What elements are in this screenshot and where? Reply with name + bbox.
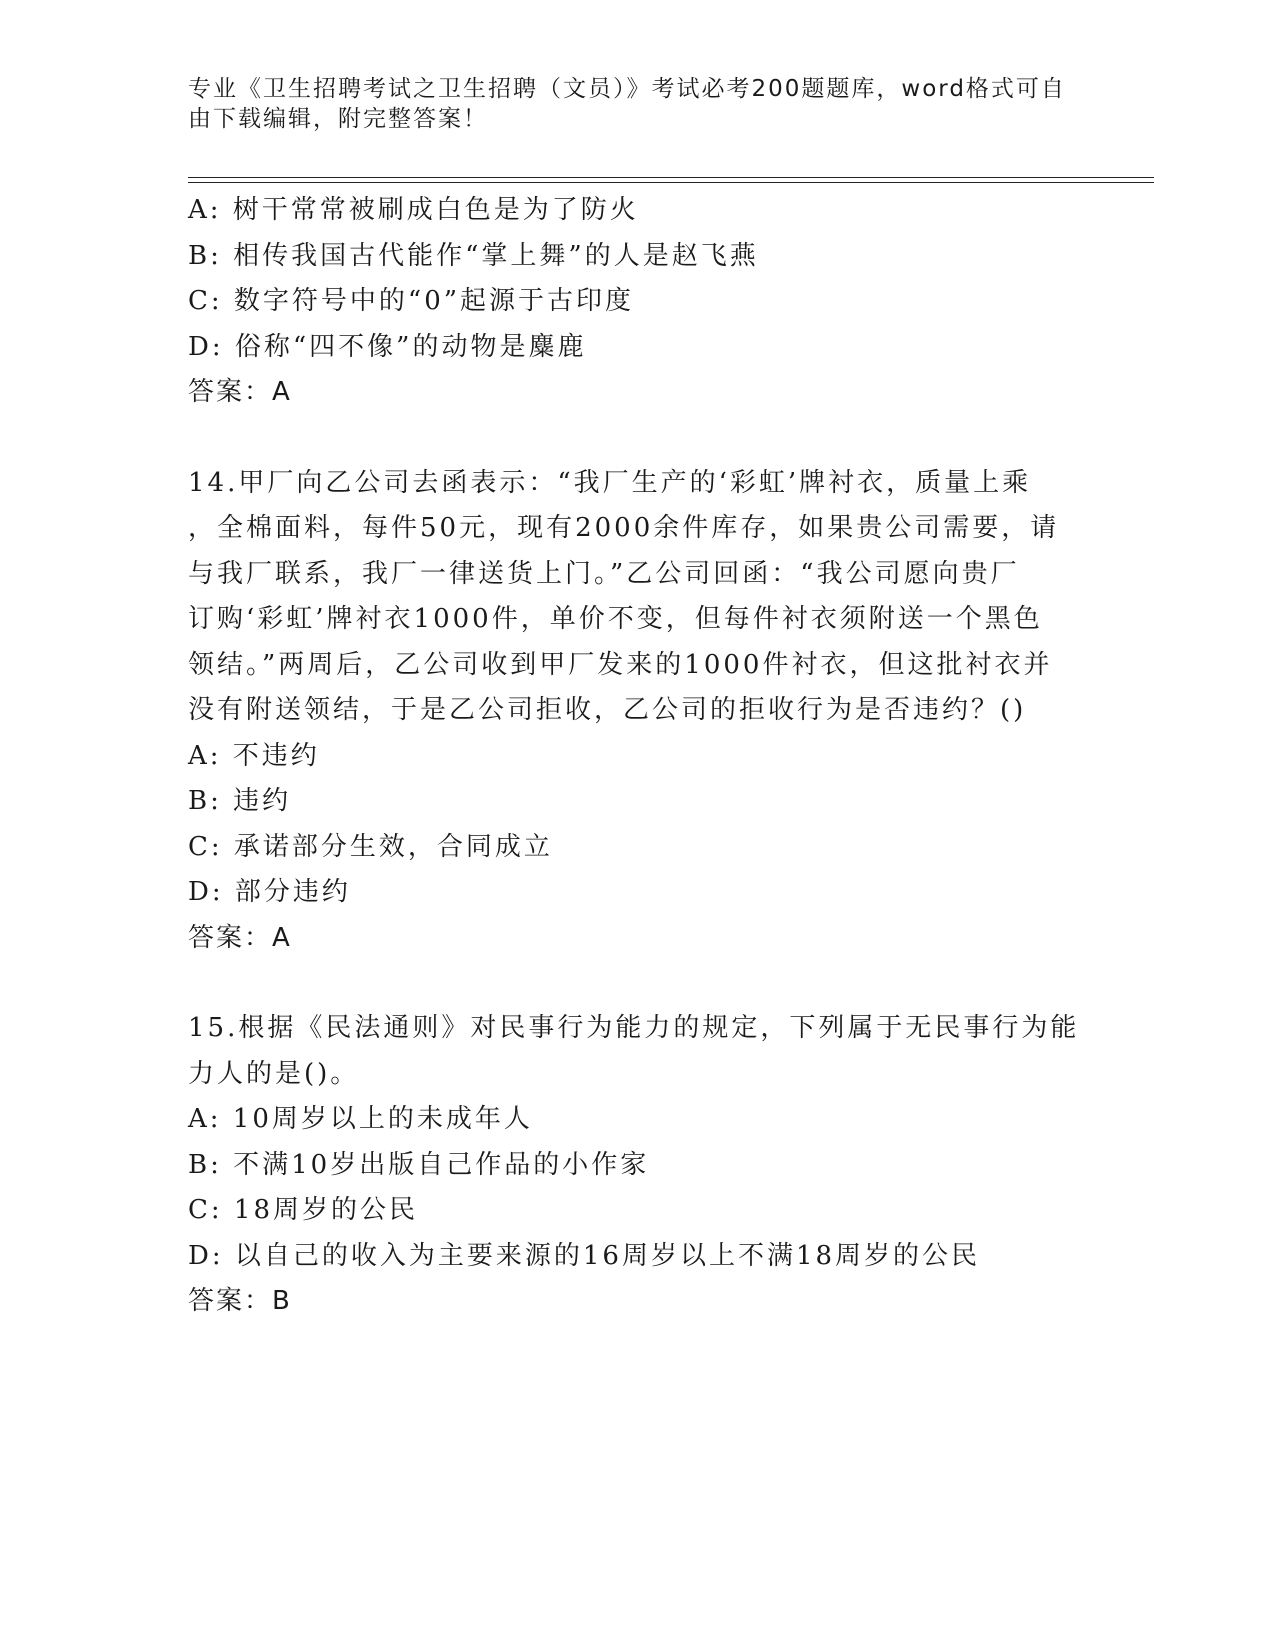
question-text-line: ，全棉面料，每件50元，现有2000余件库存，如果贵公司需要，请 bbox=[188, 513, 1060, 543]
option-c: C: 数字符号中的“0”起源于古印度 bbox=[188, 286, 635, 316]
option-d: D: 俗称“四不像”的动物是麋鹿 bbox=[188, 331, 587, 362]
document-header bbox=[188, 74, 1088, 134]
header-line-1: 专业《卫生招聘考试之卫生招聘（文员）》考试必考200题题库，word格式可自 bbox=[188, 76, 1066, 102]
spacer bbox=[188, 416, 1088, 461]
option-a: A: 10周岁以上的未成年人 bbox=[188, 1104, 533, 1134]
option-b: B: 违约 bbox=[188, 786, 292, 816]
spacer bbox=[188, 961, 1088, 1006]
option-a: A: 不违约 bbox=[188, 740, 320, 771]
option-b: B: 相传我国古代能作“掌上舞”的人是赵飞燕 bbox=[188, 240, 759, 271]
question-15 bbox=[188, 1006, 1088, 1325]
option-b: B: 不满10岁出版自己作品的小作家 bbox=[188, 1149, 650, 1180]
question-text-line: 没有附送领结，于是乙公司拒收，乙公司的拒收行为是否违约？() bbox=[188, 695, 1027, 725]
header-divider bbox=[188, 177, 1154, 183]
question-text-line: 订购‘彩虹’牌衬衣1000件，单价不变，但每件衬衣须附送一个黑色 bbox=[188, 604, 1043, 634]
answer: 答案：A bbox=[188, 377, 292, 407]
question-text-line: 力人的是()。 bbox=[188, 1058, 360, 1089]
question-content bbox=[188, 188, 1088, 1325]
question-text-line: 与我厂联系，我厂一律送货上门。”乙公司回函：“我公司愿向贵厂 bbox=[188, 558, 1020, 589]
answer: 答案：B bbox=[188, 1286, 292, 1316]
option-d: D: 以自己的收入为主要来源的16周岁以上不满18周岁的公民 bbox=[188, 1240, 981, 1271]
question-14 bbox=[188, 461, 1088, 962]
option-d: D: 部分违约 bbox=[188, 877, 351, 907]
answer: 答案：A bbox=[188, 922, 292, 953]
option-c: C: 承诺部分生效，合同成立 bbox=[188, 831, 553, 862]
option-c: C: 18周岁的公民 bbox=[188, 1195, 419, 1225]
question-text-line: 14.甲厂向乙公司去函表示：“我厂生产的‘彩虹’牌衬衣，质量上乘 bbox=[188, 467, 1032, 498]
question-13 bbox=[188, 188, 1088, 416]
question-text-line: 领结。”两周后，乙公司收到甲厂发来的1000件衬衣，但这批衬衣并 bbox=[188, 649, 1053, 680]
option-a: A: 树干常常被刷成白色是为了防火 bbox=[188, 195, 639, 225]
question-text-line: 15.根据《民法通则》对民事行为能力的规定，下列属于无民事行为能 bbox=[188, 1013, 1080, 1043]
header-line-2: 由下载编辑，附完整答案！ bbox=[188, 106, 488, 132]
